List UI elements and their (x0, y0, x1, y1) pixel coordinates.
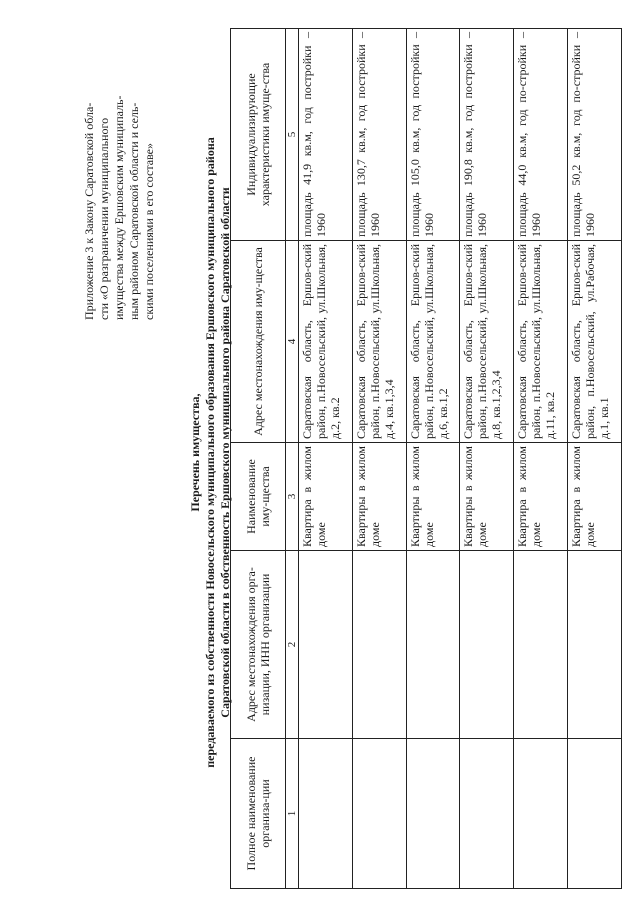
cell-org-address (352, 551, 406, 739)
cell-property-address: Саратовская область, Ершов-ский район, п.Новосельский, ул.Школьная, д.8, кв.1,2,3,4 (460, 241, 514, 443)
cell-org-name (568, 739, 622, 889)
title-line-2: передаваемого из собственности Новосельского муниципального образования Ершовского муниципального района (203, 137, 217, 768)
column-number: 5 (286, 29, 299, 241)
title-line-3: Саратовской области в собственность Ершовского муниципального района Саратовской области (218, 187, 232, 718)
cell-property-address: Саратовская область, Ершов-ский район, п.Новосельский, ул.Школьная, д.11, кв.2 (514, 241, 568, 443)
cell-property-name: Квартира в жилом доме (299, 443, 353, 551)
table-row (299, 29, 353, 889)
cell-org-address (514, 551, 568, 739)
table-row (406, 29, 460, 889)
cell-org-name (299, 739, 353, 889)
cell-property-features: площадь 105,0 кв.м, год постройки – 1960 (406, 29, 460, 241)
document-title (188, 0, 233, 905)
column-number: 3 (286, 443, 299, 551)
cell-org-address (460, 551, 514, 739)
cell-org-name (460, 739, 514, 889)
cell-org-address (568, 551, 622, 739)
table-row (460, 29, 514, 889)
cell-property-address: Саратовская область, Ершов-ский район, п.Новосельский, ул.Школьная, д.2, кв.2 (299, 241, 353, 443)
cell-property-address: Саратовская область, Ершов-ский район, п.Новосельский, ул.Школьная, д.4, кв.1,3,4 (352, 241, 406, 443)
cell-org-address (406, 551, 460, 739)
column-number: 4 (286, 241, 299, 443)
appendix-line: имущества между Ершовским муниципаль- (112, 95, 126, 320)
cell-property-features: площадь 44,0 кв.м, год по-стройки – 1960 (514, 29, 568, 241)
cell-property-name: Квартиры в жилом доме (460, 443, 514, 551)
column-number-row (286, 29, 299, 889)
cell-property-name: Квартира в жилом доме (568, 443, 622, 551)
appendix-line: скими поселениями в его составе» (142, 142, 156, 320)
table-row (514, 29, 568, 889)
cell-property-features: площадь 130,7 кв.м, год постройки – 1960 (352, 29, 406, 241)
cell-org-name (514, 739, 568, 889)
header-org-name: Полное наименование организа-ции (231, 739, 286, 889)
appendix-line: сти «О разграничении муниципального (97, 117, 111, 320)
cell-property-features: площадь 190,8 кв.м, год постройки – 1960 (460, 29, 514, 241)
table-row (568, 29, 622, 889)
property-table (230, 28, 622, 889)
cell-org-address (299, 551, 353, 739)
cell-property-name: Квартиры в жилом доме (352, 443, 406, 551)
table-row (352, 29, 406, 889)
header-org-address: Адрес местонахождения орга-низации, ИНН организации (231, 551, 286, 739)
cell-property-name: Квартиры в жилом доме (406, 443, 460, 551)
column-number: 2 (286, 551, 299, 739)
cell-org-name (352, 739, 406, 889)
cell-property-features: площадь 50,2 кв.м, год по-стройки – 1960 (568, 29, 622, 241)
cell-org-name (406, 739, 460, 889)
appendix-line: Приложение 3 к Закону Саратовской обла- (82, 102, 96, 320)
cell-property-address: Саратовская область, Ершов-ский район, п.Новосельский, ул.Рабочая, д.1, кв.1 (568, 241, 622, 443)
cell-property-address: Саратовская область, Ершов-ский район, п.Новосельский, ул.Школьная, д.6, кв.1,2 (406, 241, 460, 443)
header-property-features: Индивидуализирующие характеристики имуще-ства (231, 29, 286, 241)
table-header-row (231, 29, 286, 889)
appendix-line: ным районом Саратовской области и сель- (127, 102, 141, 320)
appendix-note (82, 37, 157, 320)
cell-property-features: площадь 41,9 кв.м, год постройки – 1960 (299, 29, 353, 241)
header-property-name: Наименование иму-щества (231, 443, 286, 551)
title-line-1: Перечень имущества, (188, 393, 202, 512)
header-property-address: Адрес местонахождения иму-щества (231, 241, 286, 443)
column-number: 1 (286, 739, 299, 889)
cell-property-name: Квартира в жилом доме (514, 443, 568, 551)
